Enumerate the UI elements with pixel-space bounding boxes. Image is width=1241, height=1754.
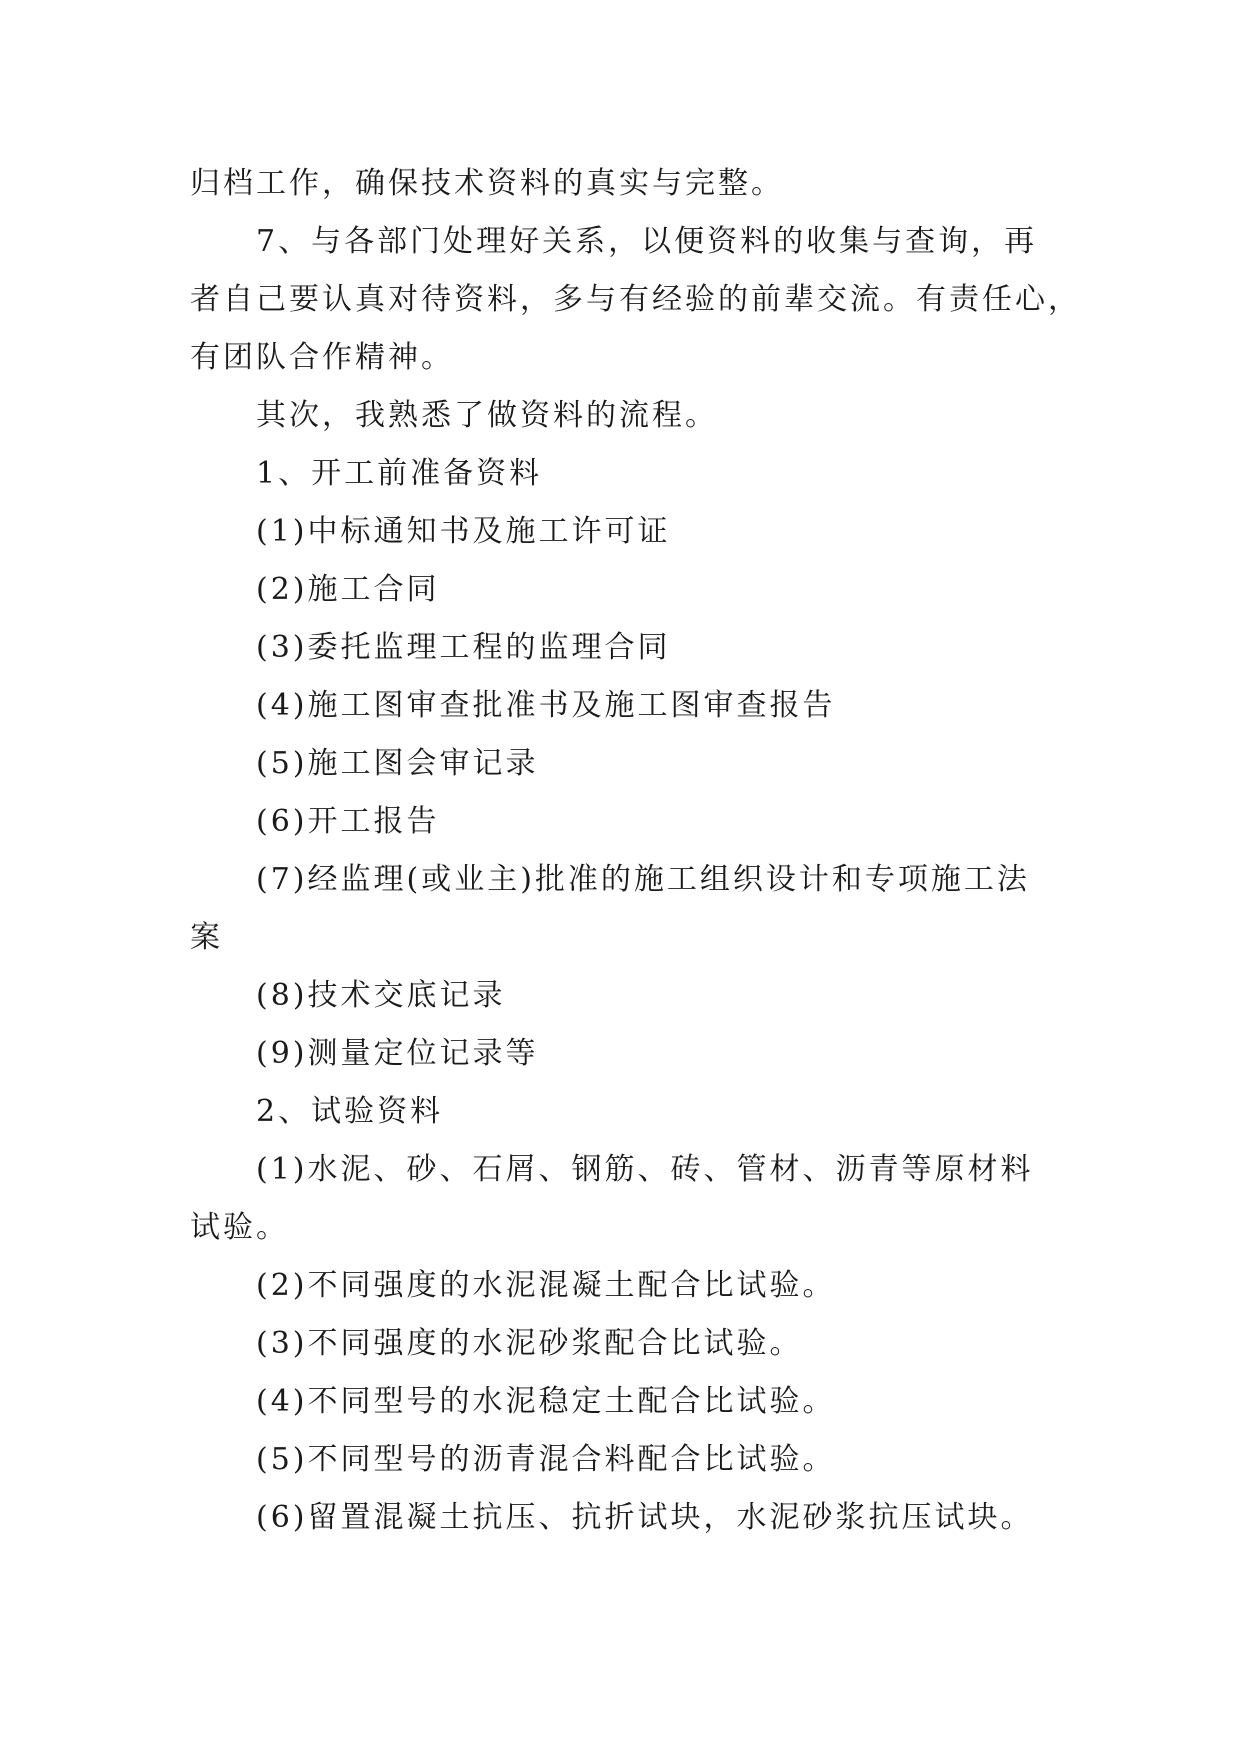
- list-item-continuation: 试验。: [190, 1210, 289, 1245]
- section-heading: 1、开工前准备资料: [256, 456, 543, 491]
- list-item: (4)施工图审查批准书及施工图审查报告: [256, 688, 836, 723]
- list-item: (8)技术交底记录: [256, 978, 506, 1013]
- list-item: (3)委托监理工程的监理合同: [256, 630, 671, 665]
- list-item: (4)不同型号的水泥稳定土配合比试验。: [256, 1384, 836, 1419]
- list-item: (5)不同型号的沥青混合料配合比试验。: [256, 1442, 836, 1477]
- section-heading: 2、试验资料: [256, 1094, 444, 1129]
- list-item: (2)不同强度的水泥混凝土配合比试验。: [256, 1268, 836, 1303]
- text-line: 7、与各部门处理好关系，以便资料的收集与查询，再: [256, 224, 1038, 259]
- list-item: (6)开工报告: [256, 804, 440, 839]
- text-line: 者自己要认真对待资料，多与有经验的前辈交流。有责任心，: [190, 282, 1081, 317]
- list-item-continuation: 案: [190, 920, 223, 955]
- text-line: 其次，我熟悉了做资料的流程。: [256, 398, 718, 433]
- text-line: 归档工作，确保技术资料的真实与完整。: [190, 166, 784, 201]
- text-line: 有团队合作精神。: [190, 340, 454, 375]
- list-item: (1)中标通知书及施工许可证: [256, 514, 671, 549]
- list-item: (3)不同强度的水泥砂浆配合比试验。: [256, 1326, 803, 1361]
- list-item: (1)水泥、砂、石屑、钢筋、砖、管材、沥青等原材料: [256, 1152, 1034, 1187]
- list-item: (9)测量定位记录等: [256, 1036, 539, 1071]
- list-item: (2)施工合同: [256, 572, 440, 607]
- list-item: (6)留置混凝土抗压、抗折试块，水泥砂浆抗压试块。: [256, 1500, 1034, 1535]
- list-item: (5)施工图会审记录: [256, 746, 539, 781]
- list-item: (7)经监理(或业主)批准的施工组织设计和专项施工法: [256, 862, 1030, 897]
- body-text: [190, 155, 1081, 1547]
